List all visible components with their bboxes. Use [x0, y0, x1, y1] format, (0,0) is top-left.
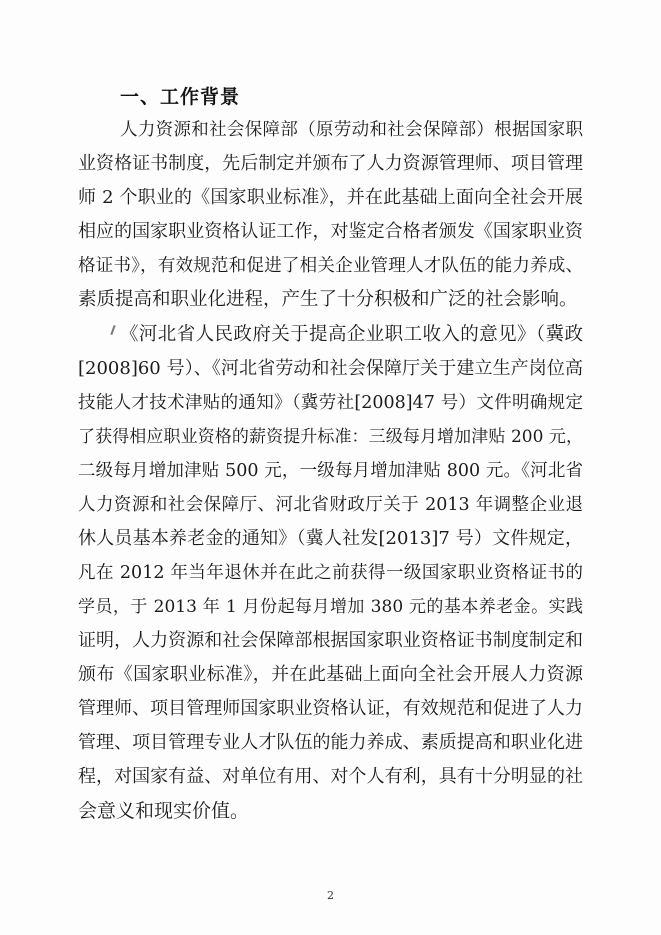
paragraph-2-line: 技能人才技术津贴的通知》（冀劳社[2008]47 号）文件明确规定 — [78, 393, 583, 413]
paragraph-2-line: 二级每月增加津贴 500 元，一级每月增加津贴 800 元。《河北省 — [78, 461, 583, 481]
paragraph-2-line: 程，对国家有益、对单位有用、对个人有利，具有十分明显的社 — [78, 766, 583, 787]
paragraph-2-line: 颁布《国家职业标准》，并在此基础上面向全社会开展人力资源 — [78, 664, 583, 685]
paragraph-2-line: [2008]60 号）、《河北省劳动和社会保障厅关于建立生产岗位高 — [78, 358, 583, 379]
paragraph-1-line: 相应的国家职业资格认证工作，对鉴定合格者颁发《国家职业资 — [78, 221, 583, 242]
paragraph-2-line: 学员，于 2013 年 1 月份起每月增加 380 元的基本养老金。实践 — [78, 597, 583, 617]
paragraph-1-line: 素质提高和职业化进程，产生了十分积极和广泛的社会影响。 — [78, 289, 578, 310]
paragraph-1-line: 师 2 个职业的《国家职业标准》，并在此基础上面向全社会开展 — [78, 187, 583, 208]
section-heading: 一、工作背景 — [120, 86, 241, 108]
paragraph-1-line: 业资格证书制度，先后制定并颁布了人力资源管理师、项目管理 — [78, 153, 583, 174]
page-number: 2 — [327, 889, 334, 902]
paragraph-2-line: 《河北省人民政府关于提高企业职工收入的意见》（冀政 — [120, 324, 583, 345]
paragraph-2-line: 管理师、项目管理师国家职业资格认证，有效规范和促进了人力 — [78, 698, 583, 719]
paragraph-2-line: 休人员基本养老金的通知》（冀人社发[2013]7 号）文件规定， — [78, 528, 583, 549]
paragraph-2-line: 管理、项目管理专业人才队伍的能力养成、素质提高和职业化进 — [78, 732, 583, 753]
paragraph-1-line: 格证书》，有效规范和促进了相关企业管理人才队伍的能力养成、 — [78, 256, 583, 276]
paragraph-2-line: 会意义和现实价值。 — [78, 800, 250, 822]
paragraph-1-line: 人力资源和社会保障部（原劳动和社会保障部）根据国家职 — [120, 120, 583, 140]
scan-mark — [110, 325, 115, 335]
paragraph-2-line: 人力资源和社会保障厅、河北省财政厅关于 2013 年调整企业退 — [78, 495, 583, 515]
paragraph-2-line: 凡在 2012 年当年退休并在此之前获得一级国家职业资格证书的 — [78, 563, 583, 583]
paragraph-2-line: 证明，人力资源和社会保障部根据国家职业资格证书制度制定和 — [78, 630, 583, 651]
paragraph-2-line: 了获得相应职业资格的薪资提升标准：三级每月增加津贴 200 元， — [78, 427, 583, 447]
